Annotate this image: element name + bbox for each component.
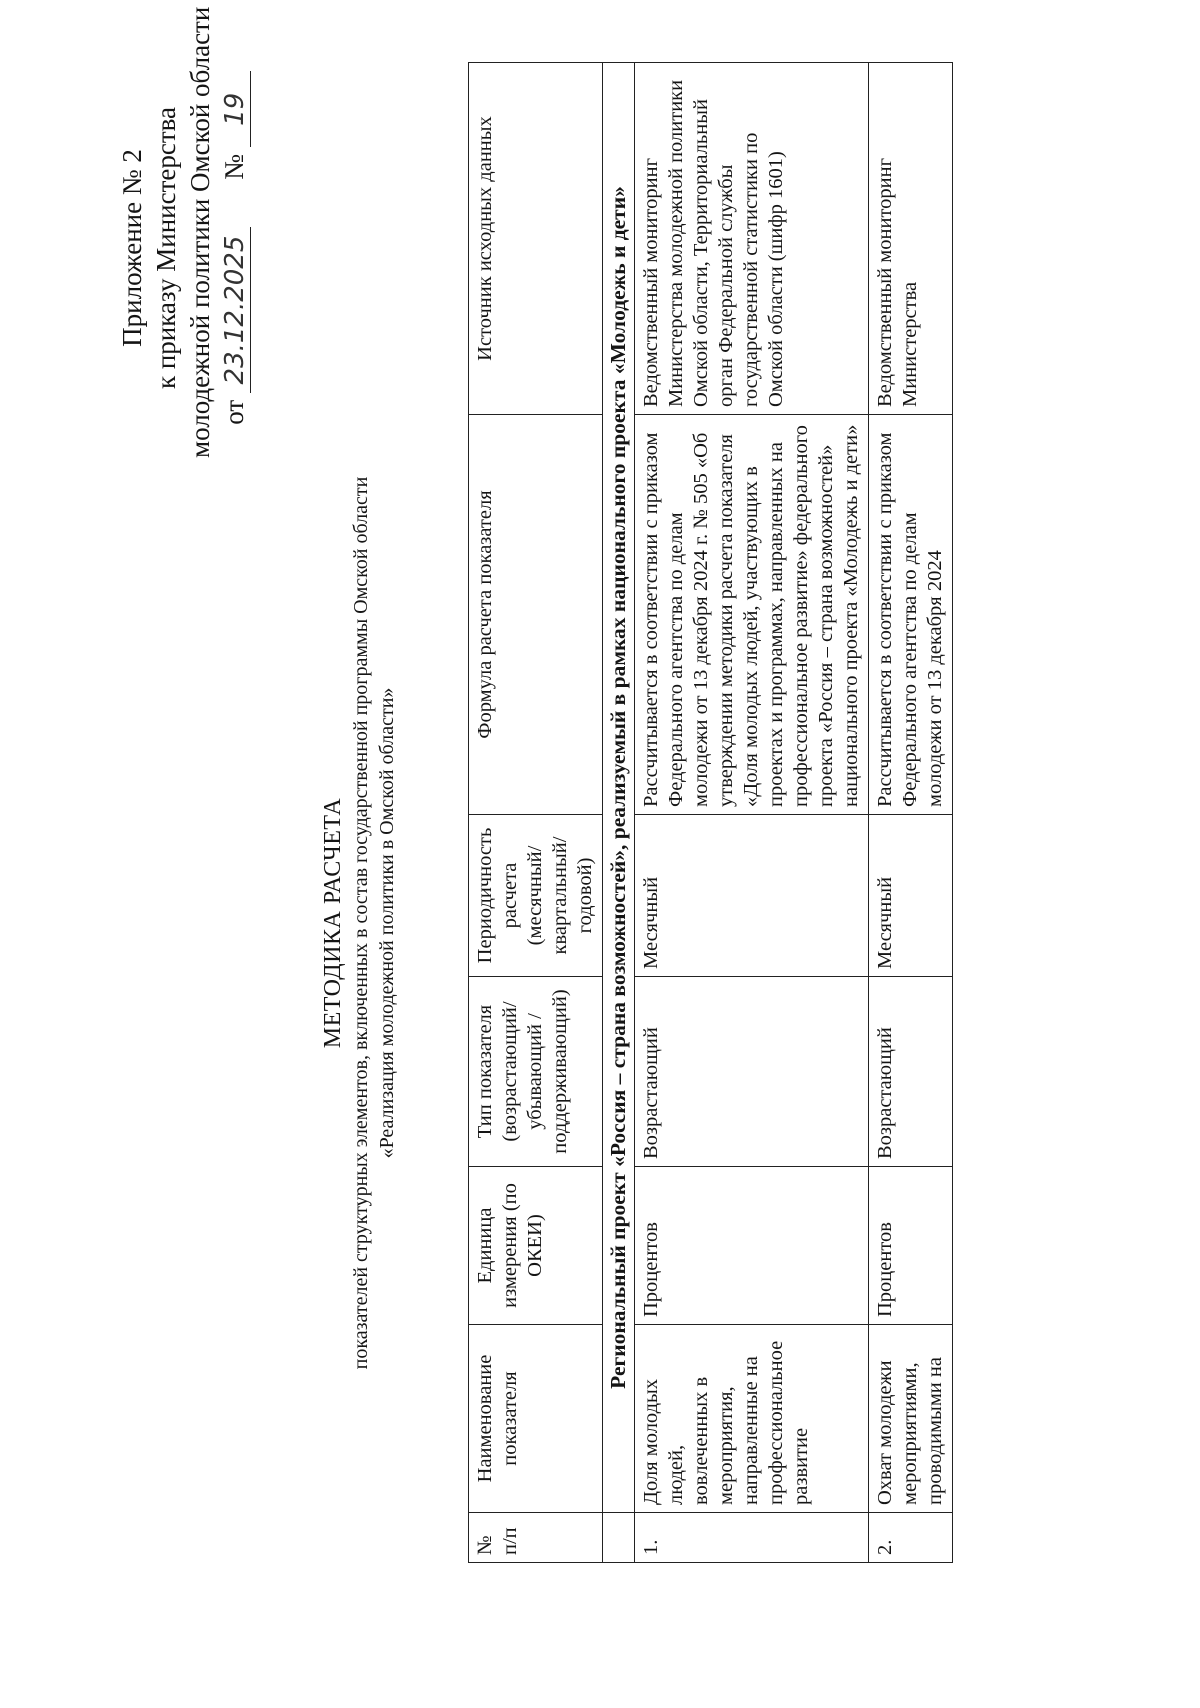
table-header-row (469, 63, 603, 1563)
header-period: Периодичность расчета (месячный/ квартальный/ годовой) (469, 815, 603, 977)
section-empty-cell (603, 1513, 635, 1563)
row-num: 2. (869, 1513, 953, 1563)
document-subtitle-1: показателей структурных элементов, включенных в состав государственной программы Омской области (350, 476, 372, 1370)
appendix-line-2: к приказу Министерства (151, 106, 181, 390)
header-num: № п/п (469, 1513, 603, 1563)
handwritten-date: 23.12.2025 (220, 227, 251, 393)
appendix-line-1: Приложение № 2 (117, 149, 147, 347)
appendix-line-3: молодежной политики Омской области (185, 6, 215, 458)
row-source: Ведомственный мониторинг Министерства молодежной политики Омской области, Территориальный орган Федеральной службы государственной статистики по Омской области (шифр 1601) (635, 63, 869, 415)
appendix-header (115, 6, 251, 458)
row-formula: Рассчитывается в соответствии с приказом Федерального агентства по делам молодежи от 13 декабря 2024 (869, 415, 953, 815)
row-type: Возрастающий (869, 977, 953, 1167)
number-prefix: № (219, 154, 249, 180)
row-name: Охват молодежи мероприятиями, проводимыми на (869, 1325, 953, 1513)
date-prefix: от (219, 399, 249, 425)
row-source: Ведомственный мониторинг Министерства (869, 63, 953, 415)
row-unit: Процентов (635, 1167, 869, 1325)
row-unit: Процентов (869, 1167, 953, 1325)
appendix-date-line (217, 38, 251, 458)
row-type: Возрастающий (635, 977, 869, 1167)
document-title-block (318, 358, 400, 1488)
header-name: Наименование показателя (469, 1325, 603, 1513)
table-row (869, 63, 953, 1563)
header-formula: Формула расчета показателя (469, 415, 603, 815)
methods-table (468, 62, 953, 1563)
document-title: МЕТОДИКА РАСЧЕТА (320, 797, 346, 1049)
header-unit: Единица измерения (по ОКЕИ) (469, 1167, 603, 1325)
row-period: Месячный (635, 815, 869, 977)
header-type: Тип показателя (возрастающий/ убывающий / поддерживающий) (469, 977, 603, 1167)
row-period: Месячный (869, 815, 953, 977)
document-subtitle-2: «Реализация молодежной политики в Омской области» (376, 687, 398, 1159)
header-source: Источник исходных данных (469, 63, 603, 415)
section-title: Региональный проект «Россия – страна возможностей», реализуемый в рамках национального проекта «Молодежь и дети» (603, 63, 635, 1513)
table-row (635, 63, 869, 1563)
section-row (603, 63, 635, 1563)
row-formula: Рассчитывается в соответствии с приказом Федерального агентства по делам молодежи от 13 декабря 2024 г. № 505 «Об утверждении методики расчета показателя «Доля молодых людей, участвующих в проектах и программах, направленных на профессиональное развитие» федерального проекта «Россия – страна возможностей» национального проекта «Молодежь и дети» (635, 415, 869, 815)
handwritten-number: 19 (220, 71, 251, 147)
row-num: 1. (635, 1513, 869, 1563)
row-name: Доля молодых людей, вовлеченных в мероприятия, направленные на профессиональное развитие (635, 1325, 869, 1513)
